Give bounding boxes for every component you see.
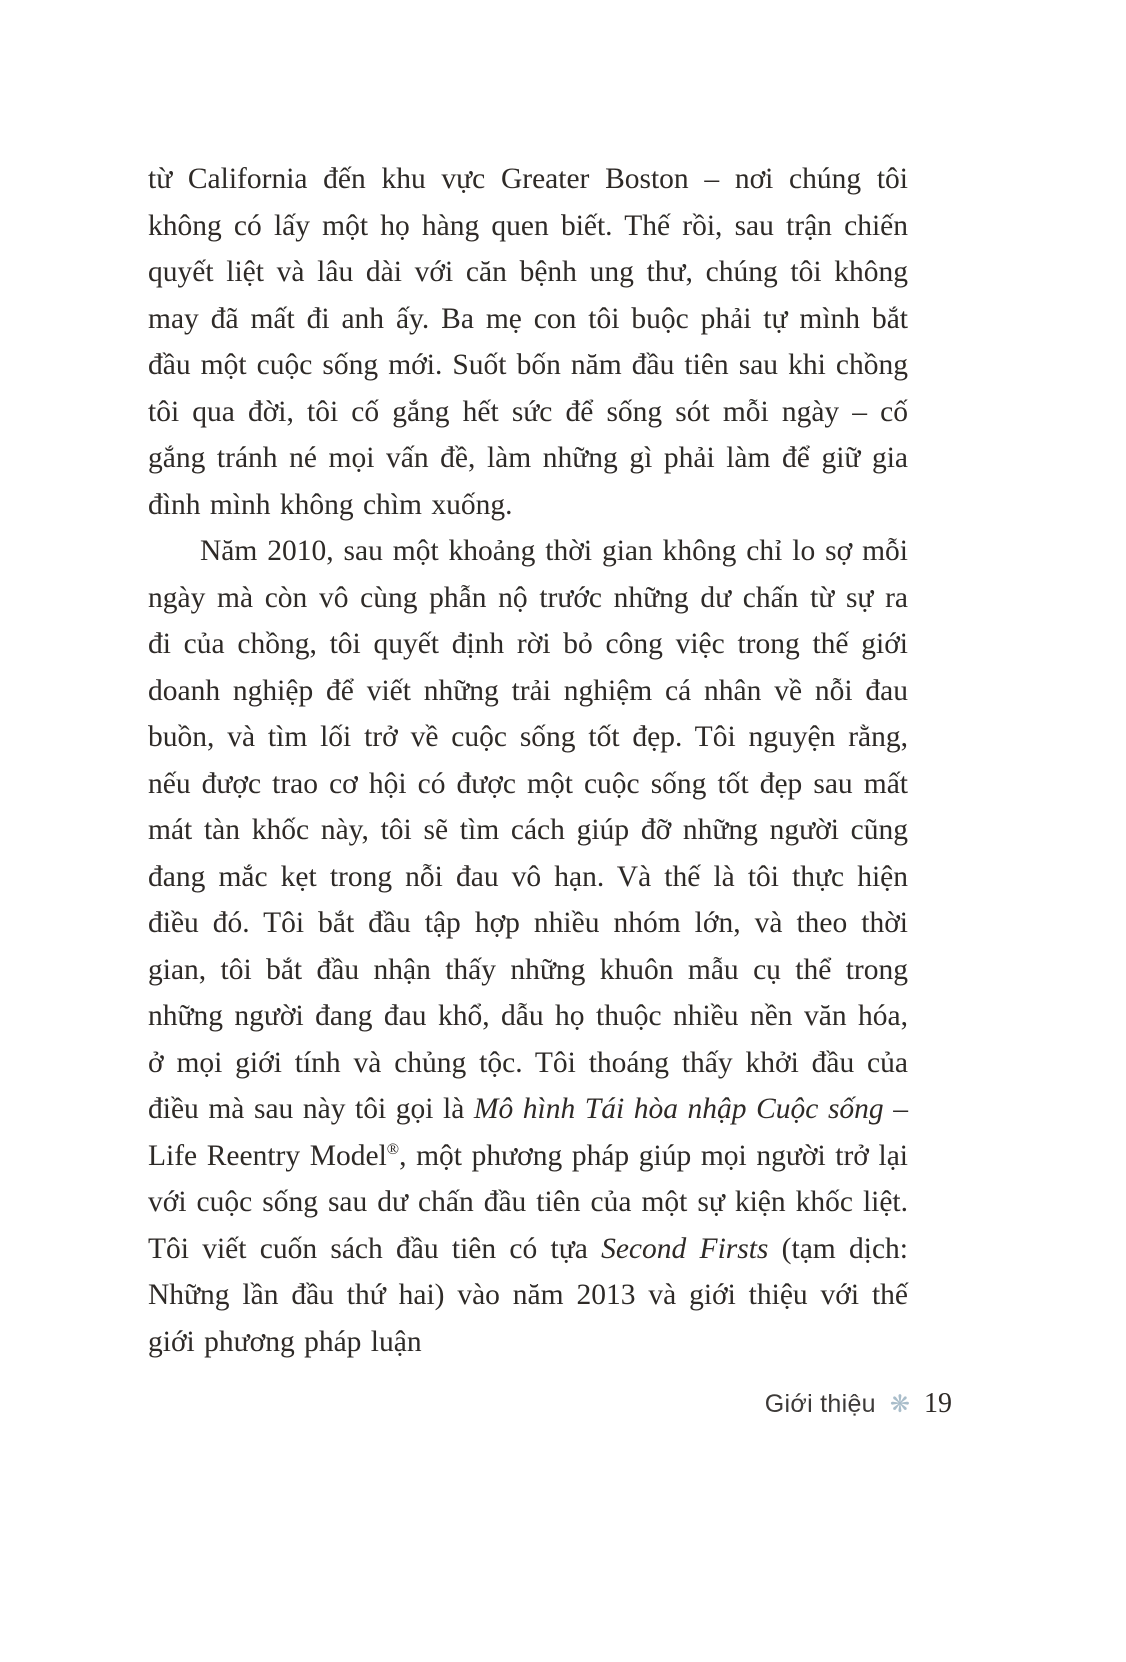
page-footer: [765, 1388, 952, 1420]
text-run: (tạm dịch: Những lần đầu thứ hai) vào năm 2013 và giới thiệu với thế giới phương pháp luận: [148, 1232, 908, 1358]
paragraph: [148, 528, 908, 1365]
italic-text-run: Mô hình Tái hòa nhập Cuộc sống: [473, 1093, 884, 1125]
text-run: – Life Reentry Model: [148, 1093, 909, 1172]
snowflake-ornament-icon: ❋: [889, 1390, 910, 1418]
footer-section-label: Giới thiệu: [764, 1389, 876, 1418]
text-run: ®: [386, 1139, 400, 1158]
text-run: , một phương pháp giúp mọi người trở lại với cuộc sống sau dư chấn đầu tiên của một sự kiện khốc liệt. Tôi viết cuốn sách đầu tiên có tựa: [148, 1139, 908, 1265]
italic-text-run: Second Firsts: [601, 1232, 769, 1265]
text-run: Năm 2010, sau một khoảng thời gian không chỉ lo sợ mỗi ngày mà còn vô cùng phẫn nộ trước những dư chấn từ sự ra đi của chồng, tôi quyết định rời bỏ công việc trong thế giới doanh nghiệp để viết những trải nghiệm cá nhân về nỗi đau buồn, và tìm lối trở về cuộc sống tốt đẹp. Tôi nguyện rằng, nếu được trao cơ hội có được một cuộc sống tốt đẹp sau mất mát tàn khốc này, tôi sẽ tìm cách giúp đỡ những người cũng đang mắc kẹt trong nỗi đau vô hạn. Và thế là tôi thực hiện điều đó. Tôi bắt đầu tập hợp nhiều nhóm lớn, và theo thời gian, tôi bắt đầu nhận thấy những khuôn mẫu cụ thể trong những người đang đau khổ, dẫu họ thuộc nhiều nền văn hóa, ở mọi giới tính và chủng tộc. Tôi thoáng thấy khởi đầu của điều mà sau này tôi gọi là: [148, 535, 908, 1125]
body-text-block: [148, 156, 908, 1365]
text-run: từ California đến khu vực Greater Boston – nơi chúng tôi không có lấy một họ hàng quen biết. Thế rồi, sau trận chiến quyết liệt và lâu dài với căn bệnh ung thư, chúng tôi không may đã mất đi anh ấy. Ba mẹ con tôi buộc phải tự mình bắt đầu một cuộc sống mới. Suốt bốn năm đầu tiên sau khi chồng tôi qua đời, tôi cố gắng hết sức để sống sót mỗi ngày – cố gắng tránh né mọi vấn đề, làm những gì phải làm để giữ gia đình mình không chìm xuống.: [148, 163, 908, 521]
paragraph: [148, 156, 908, 528]
page-number: 19: [924, 1388, 952, 1419]
